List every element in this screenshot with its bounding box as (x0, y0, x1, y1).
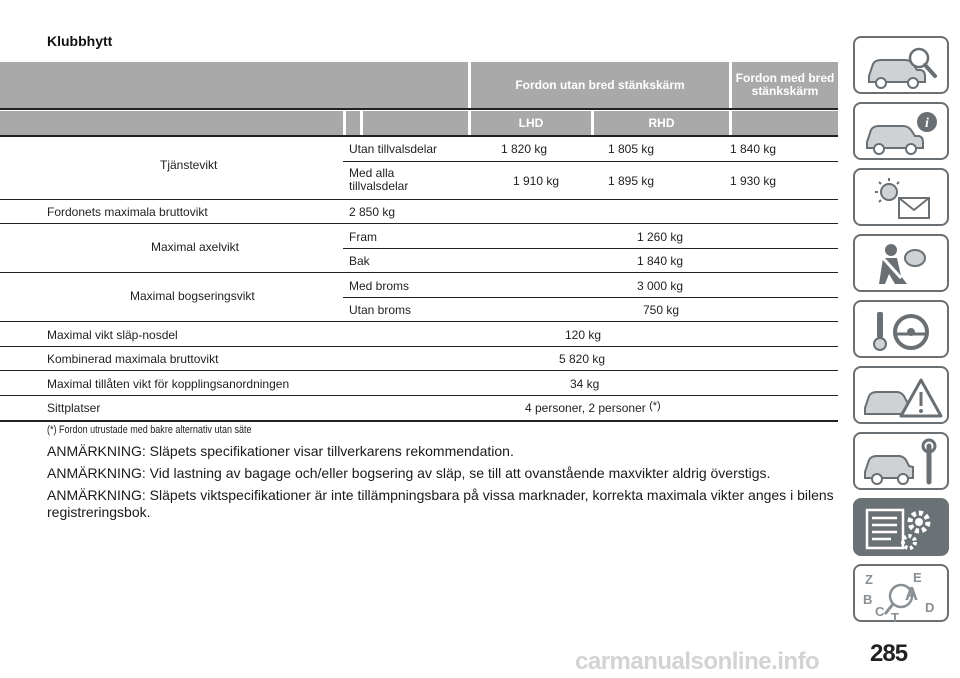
alphabetical-index-icon (855, 566, 951, 624)
subheader-empty-2 (346, 111, 360, 135)
tjanstevikt-sub2-lhd: 1 910 kg (513, 174, 560, 188)
row-label-tjanstevikt: Tjänstevikt (160, 158, 218, 172)
page-number: 285 (870, 640, 908, 667)
axelvikt-fram-value: 1 260 kg (637, 230, 684, 244)
subheader-empty-4 (732, 111, 838, 135)
row-divider (343, 297, 838, 298)
tjanstevikt-sub1-wide: 1 840 kg (730, 142, 777, 156)
tab-safety[interactable] (853, 234, 949, 292)
tab-maintenance[interactable] (853, 432, 949, 490)
watermark: carmanualsonline.info (575, 648, 820, 675)
tjanstevikt-sub1-rhd: 1 805 kg (608, 142, 655, 156)
steering-key-icon (855, 302, 951, 360)
row-divider (0, 370, 838, 371)
bogsering-med-label: Med broms (349, 279, 410, 293)
subheader-rhd: RHD (594, 111, 729, 135)
footnote: (*) Fordon utrustade med bakre alternativ utan säte (47, 424, 252, 436)
subheader-divider (0, 135, 838, 137)
tjanstevikt-sub2-rhd: 1 895 kg (608, 174, 655, 188)
tab-car-info[interactable] (853, 102, 949, 160)
svg-text:A: A (905, 584, 918, 604)
car-wrench-icon (855, 434, 951, 492)
note-3: ANMÄRKNING: Släpets viktspecifikationer är inte tillämpningsbara på vissa marknader, korrekta maximala vikter anges i bilens registreringsbok. (47, 487, 834, 520)
row-label-kombinerad: Kombinerad maximala bruttovikt (47, 352, 219, 366)
subheader-empty-1 (0, 111, 343, 135)
bogsering-med-value: 3 000 kg (637, 279, 684, 293)
bogsering-utan-label: Utan broms (349, 303, 412, 317)
tab-emergency[interactable] (853, 366, 949, 424)
header-with-wide-mudguard (732, 62, 838, 108)
header-without-wide-mudguard (471, 62, 729, 108)
bogsering-utan-value: 750 kg (643, 303, 680, 317)
koppling-value: 34 kg (570, 377, 600, 391)
seatbelt-airbag-icon (855, 236, 951, 294)
row-label-bogsering: Maximal bogseringsvikt (130, 289, 255, 303)
header-divider (0, 108, 838, 110)
tab-index[interactable] (853, 564, 949, 622)
kombinerad-value: 5 820 kg (559, 352, 606, 366)
tjanstevikt-sub2-wide: 1 930 kg (730, 174, 777, 188)
svg-text:C: C (875, 604, 885, 619)
page-title: Klubbhytt (47, 33, 113, 49)
row-divider (0, 223, 838, 224)
row-label-sittplatser: Sittplatser (47, 401, 101, 415)
svg-text:i: i (925, 116, 929, 131)
axelvikt-bak-label: Bak (349, 254, 370, 268)
axelvikt-bak-value: 1 840 kg (637, 254, 684, 268)
svg-text:T: T (891, 610, 899, 624)
note-1: ANMÄRKNING: Släpets specifikationer visar tillverkarens rekommendation. (47, 443, 514, 459)
header-with-label: Fordon med bred stänkskärm (735, 71, 835, 98)
row-divider (343, 161, 838, 162)
svg-text:B: B (863, 592, 873, 607)
header-empty-cell (0, 62, 468, 108)
row-divider (0, 321, 838, 322)
tjanstevikt-sub1-lhd: 1 820 kg (501, 142, 548, 156)
warning-light-message-icon (855, 170, 951, 228)
header-without-label: Fordon utan bred stänkskärm (515, 77, 685, 92)
note-2: ANMÄRKNING: Vid lastning av bagage och/eller bogsering av släp, se till att ovanstående maxvikter aldrig överstigs. (47, 465, 771, 481)
sittplatser-value-text: 4 personer, 2 personer (525, 401, 646, 415)
row-divider (343, 248, 838, 249)
subheader-lhd: LHD (471, 111, 591, 135)
row-divider (0, 346, 838, 347)
table-bottom-border (0, 420, 838, 422)
car-info-icon (855, 104, 951, 162)
tjanstevikt-sub1-label: Utan tillvalsdelar (349, 142, 438, 156)
sittplatser-value (525, 401, 661, 415)
svg-text:D: D (925, 600, 935, 615)
tab-warning-lights[interactable] (853, 168, 949, 226)
specifications-gear-icon (855, 500, 951, 558)
car-search-icon (855, 38, 951, 96)
tab-car-search[interactable] (853, 36, 949, 94)
row-divider (0, 395, 838, 396)
row-divider (0, 199, 838, 200)
svg-text:E: E (913, 570, 922, 585)
nosdel-value: 120 kg (565, 328, 602, 342)
tab-starting-driving[interactable] (853, 300, 949, 358)
row-label-axelvikt: Maximal axelvikt (151, 240, 240, 254)
bruttovikt-value: 2 850 kg (349, 205, 396, 219)
row-label-koppling: Maximal tillåten vikt för kopplingsanordningen (47, 377, 290, 391)
footnote-marker: (*) (649, 400, 661, 412)
car-warning-triangle-icon (855, 368, 951, 426)
subheader-empty-3 (363, 111, 468, 135)
row-label-bruttovikt: Fordonets maximala bruttovikt (47, 205, 208, 219)
tab-technical-data[interactable] (853, 498, 949, 556)
axelvikt-fram-label: Fram (349, 230, 377, 244)
svg-text:Z: Z (865, 572, 873, 587)
row-divider (0, 272, 838, 273)
tjanstevikt-sub2-label: Med alla tillvalsdelar (349, 166, 409, 193)
row-label-nosdel: Maximal vikt släp-nosdel (47, 328, 178, 342)
